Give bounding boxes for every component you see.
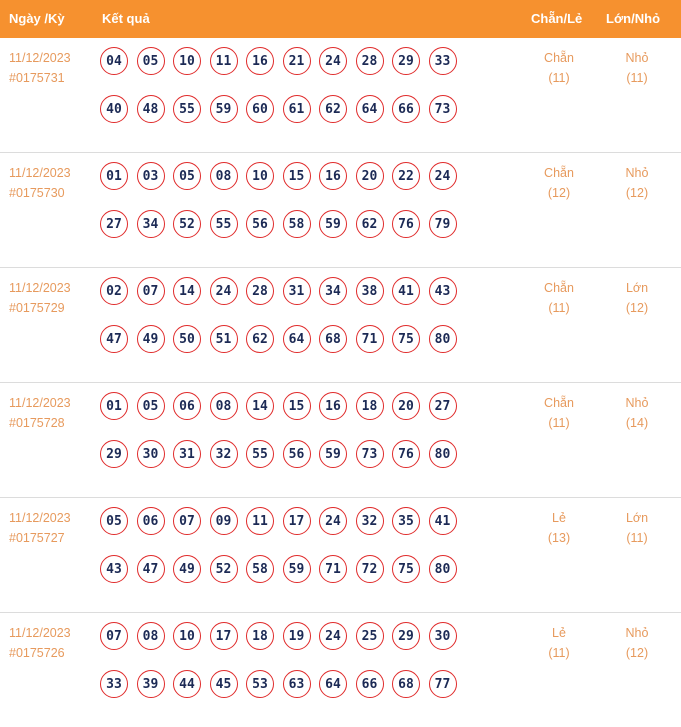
even-odd-value: Chẵn [544,281,574,295]
number-ball: 32 [356,507,384,535]
even-odd-cell [529,278,589,318]
draw-date: 11/12/2023 [9,51,71,65]
number-ball: 05 [137,392,165,420]
even-odd-count: (12) [547,186,571,200]
number-ball: 02 [100,277,128,305]
number-ball: 27 [100,210,128,238]
number-ball: 35 [392,507,420,535]
header-date-period: Ngày /Kỳ [9,11,65,26]
number-ball: 72 [356,555,384,583]
number-ball: 07 [173,507,201,535]
number-ball: 24 [319,47,347,75]
draw-date: 11/12/2023 [9,511,71,525]
number-ball: 76 [392,440,420,468]
number-ball: 59 [319,210,347,238]
number-ball: 59 [210,95,238,123]
even-odd-count: (11) [548,301,570,315]
number-ball: 47 [137,555,165,583]
number-ball: 24 [210,277,238,305]
number-ball: 56 [283,440,311,468]
number-ball: 31 [173,440,201,468]
header-even-odd: Chẵn/Lẻ [531,11,583,26]
number-ball: 80 [429,440,457,468]
draw-period: #0175731 [9,71,65,85]
draw-date: 11/12/2023 [9,396,71,410]
big-small-cell [607,623,667,663]
number-ball: 17 [283,507,311,535]
number-ball: 43 [100,555,128,583]
number-ball: 22 [392,162,420,190]
number-ball: 16 [246,47,274,75]
number-ball: 18 [356,392,384,420]
number-ball: 75 [392,325,420,353]
draw-period: #0175729 [9,301,65,315]
number-ball: 73 [429,95,457,123]
big-small-count: (12) [625,186,649,200]
number-ball: 44 [173,670,201,698]
number-ball: 28 [246,277,274,305]
draw-date: 11/12/2023 [9,166,71,180]
number-ball: 10 [173,47,201,75]
even-odd-value: Lẻ [552,626,566,640]
number-ball: 55 [246,440,274,468]
number-ball: 63 [283,670,311,698]
even-odd-value: Chẵn [544,166,574,180]
result-numbers [100,622,490,698]
number-ball: 10 [173,622,201,650]
number-ball: 50 [173,325,201,353]
number-ball: 45 [210,670,238,698]
number-ball: 33 [429,47,457,75]
number-ball: 49 [173,555,201,583]
even-odd-count: (11) [548,416,570,430]
number-ball: 79 [429,210,457,238]
number-ball: 01 [100,162,128,190]
result-row [0,613,681,727]
number-ball: 08 [210,162,238,190]
even-odd-value: Chẵn [544,396,574,410]
number-ball: 31 [283,277,311,305]
number-ball: 09 [210,507,238,535]
number-ball: 30 [429,622,457,650]
results-table-header [0,0,681,38]
number-ball: 55 [210,210,238,238]
number-ball: 29 [392,622,420,650]
number-ball: 76 [392,210,420,238]
big-small-value: Nhỏ [625,51,649,65]
draw-date-cell [9,393,71,433]
draw-date: 11/12/2023 [9,626,71,640]
number-ball: 24 [429,162,457,190]
number-ball: 32 [210,440,238,468]
number-ball: 15 [283,392,311,420]
big-small-count: (12) [625,301,649,315]
number-ball: 05 [173,162,201,190]
even-odd-value: Lẻ [552,511,566,525]
number-ball: 20 [356,162,384,190]
number-ball: 28 [356,47,384,75]
even-odd-cell [529,623,589,663]
number-ball: 11 [210,47,238,75]
number-ball: 33 [100,670,128,698]
result-row [0,383,681,498]
result-numbers [100,392,490,468]
number-ball: 20 [392,392,420,420]
number-ball: 62 [356,210,384,238]
number-ball: 29 [100,440,128,468]
big-small-cell [607,48,667,88]
number-ball: 58 [246,555,274,583]
number-ball: 08 [210,392,238,420]
even-odd-cell [529,163,589,203]
big-small-count: (11) [626,531,648,545]
big-small-count: (12) [625,646,649,660]
number-ball: 17 [210,622,238,650]
number-ball: 66 [356,670,384,698]
number-ball: 34 [319,277,347,305]
header-big-small: Lớn/Nhỏ [606,11,661,26]
number-ball: 41 [392,277,420,305]
even-odd-cell [529,48,589,88]
draw-date: 11/12/2023 [9,281,71,295]
draw-date-cell [9,623,71,663]
number-ball: 53 [246,670,274,698]
number-ball: 62 [319,95,347,123]
number-ball: 24 [319,507,347,535]
number-ball: 51 [210,325,238,353]
draw-period: #0175726 [9,646,65,660]
draw-date-cell [9,278,71,318]
number-ball: 49 [137,325,165,353]
draw-period: #0175728 [9,416,65,430]
result-row [0,153,681,268]
draw-date-cell [9,163,71,203]
even-odd-value: Chẵn [544,51,574,65]
even-odd-cell [529,393,589,433]
result-numbers [100,162,490,238]
number-ball: 07 [137,277,165,305]
big-small-count: (11) [626,71,648,85]
big-small-cell [607,508,667,548]
number-ball: 64 [283,325,311,353]
number-ball: 19 [283,622,311,650]
even-odd-count: (11) [548,646,570,660]
number-ball: 04 [100,47,128,75]
number-ball: 29 [392,47,420,75]
even-odd-count: (11) [548,71,570,85]
number-ball: 06 [173,392,201,420]
number-ball: 14 [246,392,274,420]
big-small-cell [607,278,667,318]
number-ball: 05 [137,47,165,75]
number-ball: 07 [100,622,128,650]
number-ball: 34 [137,210,165,238]
number-ball: 80 [429,555,457,583]
number-ball: 16 [319,392,347,420]
number-ball: 71 [319,555,347,583]
big-small-cell [607,393,667,433]
result-row [0,268,681,383]
results-table-body [0,38,681,727]
number-ball: 38 [356,277,384,305]
number-ball: 01 [100,392,128,420]
number-ball: 03 [137,162,165,190]
number-ball: 41 [429,507,457,535]
number-ball: 52 [173,210,201,238]
number-ball: 15 [283,162,311,190]
big-small-value: Lớn [625,281,649,295]
number-ball: 47 [100,325,128,353]
number-ball: 75 [392,555,420,583]
number-ball: 58 [283,210,311,238]
number-ball: 27 [429,392,457,420]
big-small-count: (14) [625,416,649,430]
number-ball: 60 [246,95,274,123]
number-ball: 11 [246,507,274,535]
header-result: Kết quả [102,11,150,26]
result-row [0,498,681,613]
number-ball: 80 [429,325,457,353]
number-ball: 64 [356,95,384,123]
number-ball: 40 [100,95,128,123]
number-ball: 21 [283,47,311,75]
number-ball: 59 [319,440,347,468]
number-ball: 14 [173,277,201,305]
number-ball: 10 [246,162,274,190]
big-small-value: Lớn [625,511,649,525]
number-ball: 05 [100,507,128,535]
draw-period: #0175727 [9,531,65,545]
number-ball: 16 [319,162,347,190]
even-odd-cell [529,508,589,548]
number-ball: 68 [392,670,420,698]
number-ball: 64 [319,670,347,698]
result-row [0,38,681,153]
number-ball: 30 [137,440,165,468]
number-ball: 08 [137,622,165,650]
big-small-value: Nhỏ [625,626,649,640]
number-ball: 56 [246,210,274,238]
number-ball: 25 [356,622,384,650]
number-ball: 73 [356,440,384,468]
number-ball: 06 [137,507,165,535]
draw-date-cell [9,48,71,88]
number-ball: 59 [283,555,311,583]
number-ball: 39 [137,670,165,698]
big-small-cell [607,163,667,203]
number-ball: 71 [356,325,384,353]
number-ball: 68 [319,325,347,353]
result-numbers [100,277,490,353]
number-ball: 62 [246,325,274,353]
number-ball: 61 [283,95,311,123]
number-ball: 66 [392,95,420,123]
number-ball: 77 [429,670,457,698]
number-ball: 18 [246,622,274,650]
number-ball: 43 [429,277,457,305]
draw-period: #0175730 [9,186,65,200]
big-small-value: Nhỏ [625,166,649,180]
draw-date-cell [9,508,71,548]
number-ball: 24 [319,622,347,650]
result-numbers [100,507,490,583]
result-numbers [100,47,490,123]
even-odd-count: (13) [547,531,571,545]
number-ball: 48 [137,95,165,123]
big-small-value: Nhỏ [625,396,649,410]
number-ball: 52 [210,555,238,583]
number-ball: 55 [173,95,201,123]
